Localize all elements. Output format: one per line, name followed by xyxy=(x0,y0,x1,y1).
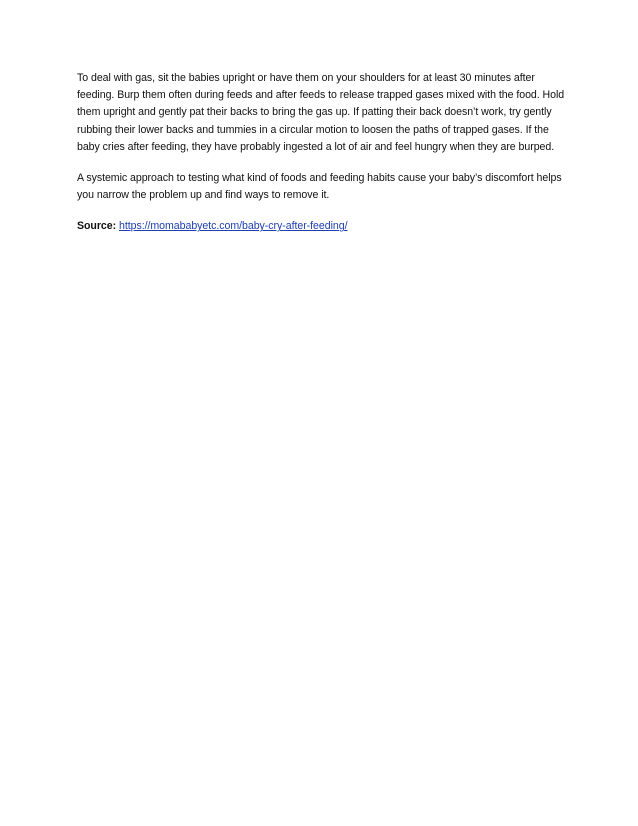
document-body xyxy=(77,70,567,250)
source-link[interactable]: https://momababyetc.com/baby-cry-after-feeding/ xyxy=(119,220,348,233)
source-line xyxy=(77,218,567,235)
source-label: Source: xyxy=(77,220,117,233)
paragraph-systemic-approach: A systemic approach to testing what kind of foods and feeding habits cause your baby’s discomfort helps you narrow the problem up and find ways to remove it. xyxy=(77,172,562,202)
paragraph-gas-relief: To deal with gas, sit the babies upright or have them on your shoulders for at least 30 minutes after feeding. Burp them often during feeds and after feeds to release trapped gases mixed with the food. Hold them upright and gently pat their backs to bring the gas up. If patting their back doesn’t work, try gently rubbing their lower backs and tummies in a circular motion to loosen the paths of trapped gases. If the baby cries after feeding, they have probably ingested a lot of air and feel hungry when they are burped. xyxy=(77,72,565,153)
